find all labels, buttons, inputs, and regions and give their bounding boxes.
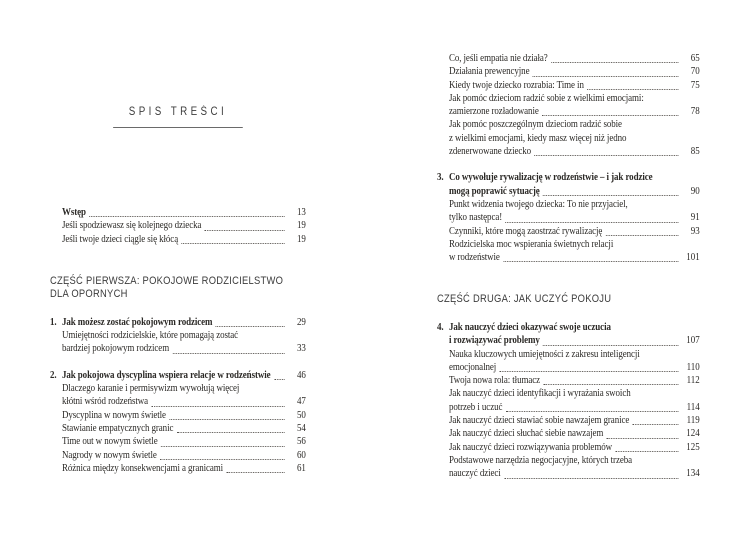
part-heading-line: CZĘŚĆ PIERWSZA: POKOJOWE RODZICIELSTWO: [50, 274, 284, 287]
page-number: 70: [690, 66, 700, 78]
dot-leader: [607, 438, 679, 439]
right-page: [437, 0, 700, 481]
toc-entry: [437, 348, 700, 375]
entry-line: [449, 467, 700, 480]
dot-leader: [89, 216, 284, 217]
entry-line: [449, 225, 700, 238]
toc-left-entries: [50, 206, 306, 475]
page-number: 46: [296, 369, 306, 381]
dot-leader: [543, 195, 678, 196]
toc-entry: [437, 79, 700, 92]
entry-text: Podstawowe narzędzia negocjacyjne, których trzeba: [448, 454, 633, 466]
entry-line: [449, 374, 700, 387]
dot-leader: [542, 115, 678, 116]
page-number: 19: [296, 220, 306, 232]
dot-leader: [172, 353, 284, 354]
entry-text: tylko następca!: [448, 212, 503, 224]
entry-text: Stawianie empatycznych granic: [61, 422, 174, 434]
entry-group: [437, 321, 700, 481]
entry-line: [449, 92, 700, 105]
page-number: 101: [686, 252, 700, 264]
page-number: 134: [686, 468, 700, 480]
entry-line: [449, 118, 700, 131]
dot-leader: [534, 155, 678, 156]
entry-text: zamierzone rozładowanie: [448, 106, 539, 118]
entry-text: Jak nauczyć dzieci stawiać sobie nawzajem granice: [448, 415, 630, 427]
entry-line: [449, 65, 700, 78]
entry-line: [62, 233, 306, 246]
entry-text: Twoja nowa rola: tłumacz: [448, 375, 541, 387]
entry-text: Jeśli spodziewasz się kolejnego dziecka: [61, 220, 202, 232]
entry-line: [449, 321, 700, 334]
entry-line: [449, 427, 700, 440]
entry-text: zdenerwowane dziecko: [448, 146, 532, 158]
page-number: 56: [296, 436, 306, 448]
dot-leader: [205, 230, 285, 231]
toc-entry: [437, 65, 700, 78]
page-number: 114: [686, 401, 700, 413]
dot-leader: [274, 379, 285, 380]
entry-text: z wielkimi emocjami, kiedy masz więcej niż jedno: [448, 132, 627, 144]
entry-line: [449, 387, 700, 400]
entry-text: Umiejętności rodzicielskie, które pomagają zostać: [61, 330, 239, 342]
page-number: 119: [686, 415, 700, 427]
dot-leader: [587, 89, 678, 90]
left-page: [50, 0, 306, 475]
entry-text: w rodzeństwie: [448, 252, 500, 264]
page-number: 54: [296, 422, 306, 434]
entry-group: [437, 171, 700, 264]
entry-text: Jak możesz zostać pokojowym rodzicem: [61, 316, 213, 328]
toc-entry: [437, 118, 700, 158]
toc-entry: [50, 435, 306, 448]
dot-leader: [169, 419, 284, 420]
entry-line: [62, 329, 306, 342]
dot-leader: [506, 222, 679, 223]
page-number: 75: [690, 79, 700, 91]
dot-leader: [615, 451, 678, 452]
entry-text: mogą poprawić sytuację: [448, 185, 540, 197]
entry-line: [62, 449, 306, 462]
dot-leader: [551, 62, 678, 63]
entry-line: [62, 409, 306, 422]
entry-line: [62, 395, 306, 408]
entry-text: nauczyć dzieci: [448, 468, 501, 480]
toc-entry: [437, 414, 700, 427]
dot-leader: [503, 261, 678, 262]
entry-line: [449, 441, 700, 454]
entry-text: bardziej pokojowym rodzicem: [61, 343, 170, 355]
page-number: 13: [296, 207, 306, 218]
entry-text: Punkt widzenia twojego dziecka: To nie przyjaciel,: [448, 198, 628, 210]
chapter-number: 2.: [50, 369, 57, 381]
dot-leader: [500, 371, 679, 372]
entry-text: Działania prewencyjne: [448, 66, 530, 78]
page-number: 19: [296, 233, 306, 245]
entry-text: Jak nauczyć dzieci słuchać siebie nawzajem: [448, 428, 604, 440]
entry-line: [62, 369, 306, 382]
entry-line: [449, 132, 700, 145]
entry-text: Jak pokojowa dyscyplina wspiera relacje w rodzeństwie: [61, 369, 271, 381]
toc-entry: [437, 238, 700, 265]
toc-entry: [437, 427, 700, 440]
entry-line: [62, 219, 306, 232]
toc-entry: [437, 92, 700, 119]
dot-leader: [160, 459, 284, 460]
dot-leader: [216, 326, 285, 327]
page-number: 78: [690, 106, 700, 118]
toc-entry: [50, 369, 306, 382]
dot-leader: [543, 345, 678, 346]
toc-entry: [437, 387, 700, 414]
entry-group: [50, 316, 306, 356]
page-number: 65: [690, 53, 700, 64]
toc-entry: [50, 382, 306, 409]
entry-line: [62, 435, 306, 448]
entry-text: Co, jeśli empatia nie działa?: [448, 53, 548, 64]
entry-text: i rozwiązywać problemy: [448, 335, 540, 347]
toc-entry: [50, 462, 306, 475]
entry-line: [62, 462, 306, 475]
toc-title-block: [50, 106, 306, 128]
page-number: 125: [686, 441, 700, 453]
entry-line: [449, 361, 700, 374]
toc-right-entries: [437, 52, 700, 481]
entry-line: [449, 145, 700, 158]
entry-text: Jak nauczyć dzieci identyfikacji i wyrażania swoich: [448, 388, 631, 400]
entry-text: emocjonalnej: [448, 361, 497, 373]
entry-text: Jak pomóc poszczególnym dzieciom radzić sobie: [448, 119, 622, 131]
toc-entry: [437, 321, 700, 348]
entry-line: [449, 334, 700, 347]
toc-entry: [437, 374, 700, 387]
page-number: 60: [296, 449, 306, 461]
toc-entry: [50, 329, 306, 356]
entry-line: [62, 206, 306, 219]
toc-entry: [50, 422, 306, 435]
chapter-number: 1.: [50, 316, 57, 328]
chapter-number: 3.: [437, 172, 444, 184]
page-number: 29: [296, 316, 306, 328]
entry-text: Nauka kluczowych umiejętności z zakresu inteligencji: [448, 348, 640, 360]
entry-line: [449, 198, 700, 211]
entry-text: Time out w nowym świetle: [61, 436, 158, 448]
toc-entry: [50, 219, 306, 232]
dot-leader: [504, 478, 678, 479]
entry-group: [50, 369, 306, 475]
entry-text: Jak nauczyć dzieci rozwiązywania problemów: [448, 441, 612, 453]
chapter-number: 4.: [437, 321, 444, 333]
page-title: SPIS TREŚCI: [128, 106, 228, 118]
page-number: 50: [296, 409, 306, 421]
entry-text: Wstęp: [61, 207, 86, 218]
dot-leader: [161, 446, 285, 447]
dot-leader: [177, 432, 285, 433]
dot-leader: [533, 76, 679, 77]
entry-line: [449, 454, 700, 467]
dot-leader: [227, 472, 285, 473]
page-number: 93: [690, 225, 700, 237]
entry-line: [62, 342, 306, 355]
dot-leader: [606, 235, 679, 236]
entry-line: [449, 185, 700, 198]
entry-text: Dlaczego karanie i permisywizm wywołują więcej: [61, 383, 240, 395]
part-heading: [437, 293, 700, 307]
title-rule: [113, 127, 243, 128]
entry-line: [449, 79, 700, 92]
page-number: 112: [686, 375, 700, 387]
entry-line: [449, 414, 700, 427]
entry-line: [449, 238, 700, 251]
toc-entry: [437, 441, 700, 454]
entry-text: Dyscyplina w nowym świetle: [61, 409, 166, 421]
entry-text: Różnica między konsekwencjami a granicami: [61, 462, 224, 474]
entry-line: [449, 105, 700, 118]
page-number: 124: [686, 428, 700, 440]
dot-leader: [543, 384, 678, 385]
entry-line: [449, 211, 700, 224]
entry-line: [449, 52, 700, 65]
entry-line: [449, 401, 700, 414]
dot-leader: [151, 406, 284, 407]
page-number: 33: [296, 343, 306, 355]
toc-entry: [437, 171, 700, 198]
toc-entry: [50, 316, 306, 329]
part-heading-line: DLA OPORNYCH: [50, 288, 128, 301]
toc-entry: [50, 233, 306, 246]
entry-group: [50, 206, 306, 246]
toc-entry: [437, 225, 700, 238]
entry-line: [449, 251, 700, 264]
entry-line: [449, 348, 700, 361]
part-heading-line: CZĘŚĆ DRUGA: JAK UCZYĆ POKOJU: [437, 293, 612, 306]
page-number: 110: [686, 361, 700, 373]
entry-text: Jak pomóc dzieciom radzić sobie z wielkimi emocjami:: [448, 92, 644, 104]
dot-leader: [633, 424, 679, 425]
entry-text: Jak nauczyć dzieci okazywać swoje uczucia: [448, 321, 611, 333]
entry-text: Kiedy twoje dziecko rozrabia: Time in: [448, 79, 584, 91]
dot-leader: [506, 411, 679, 412]
entry-group: [437, 52, 700, 158]
page-number: 90: [690, 185, 700, 197]
entry-line: [449, 171, 700, 184]
toc-entry: [437, 454, 700, 481]
entry-line: [62, 422, 306, 435]
toc-entry: [437, 52, 700, 65]
entry-text: potrzeb i uczuć: [448, 401, 503, 413]
page-number: 47: [296, 396, 306, 408]
entry-text: Nagrody w nowym świetle: [61, 449, 157, 461]
page-number: 85: [690, 146, 700, 158]
toc-entry: [50, 206, 306, 219]
part-heading: [50, 275, 306, 302]
page-number: 91: [690, 212, 700, 224]
page-number: 107: [686, 335, 700, 347]
entry-text: Co wywołuje rywalizację w rodzeństwie – i jak rodzice: [448, 172, 653, 184]
entry-text: Czynniki, które mogą zaostrzać rywalizację: [448, 225, 603, 237]
entry-line: [62, 316, 306, 329]
entry-text: Rodzicielska moc wspierania świetnych relacji: [448, 238, 614, 250]
entry-text: Jeśli twoje dzieci ciągle się kłócą: [61, 233, 179, 245]
page-number: 61: [296, 462, 306, 474]
entry-text: kłótni wśród rodzeństwa: [61, 396, 149, 408]
toc-entry: [437, 198, 700, 225]
toc-entry: [50, 449, 306, 462]
dot-leader: [181, 243, 284, 244]
toc-entry: [50, 409, 306, 422]
entry-line: [62, 382, 306, 395]
